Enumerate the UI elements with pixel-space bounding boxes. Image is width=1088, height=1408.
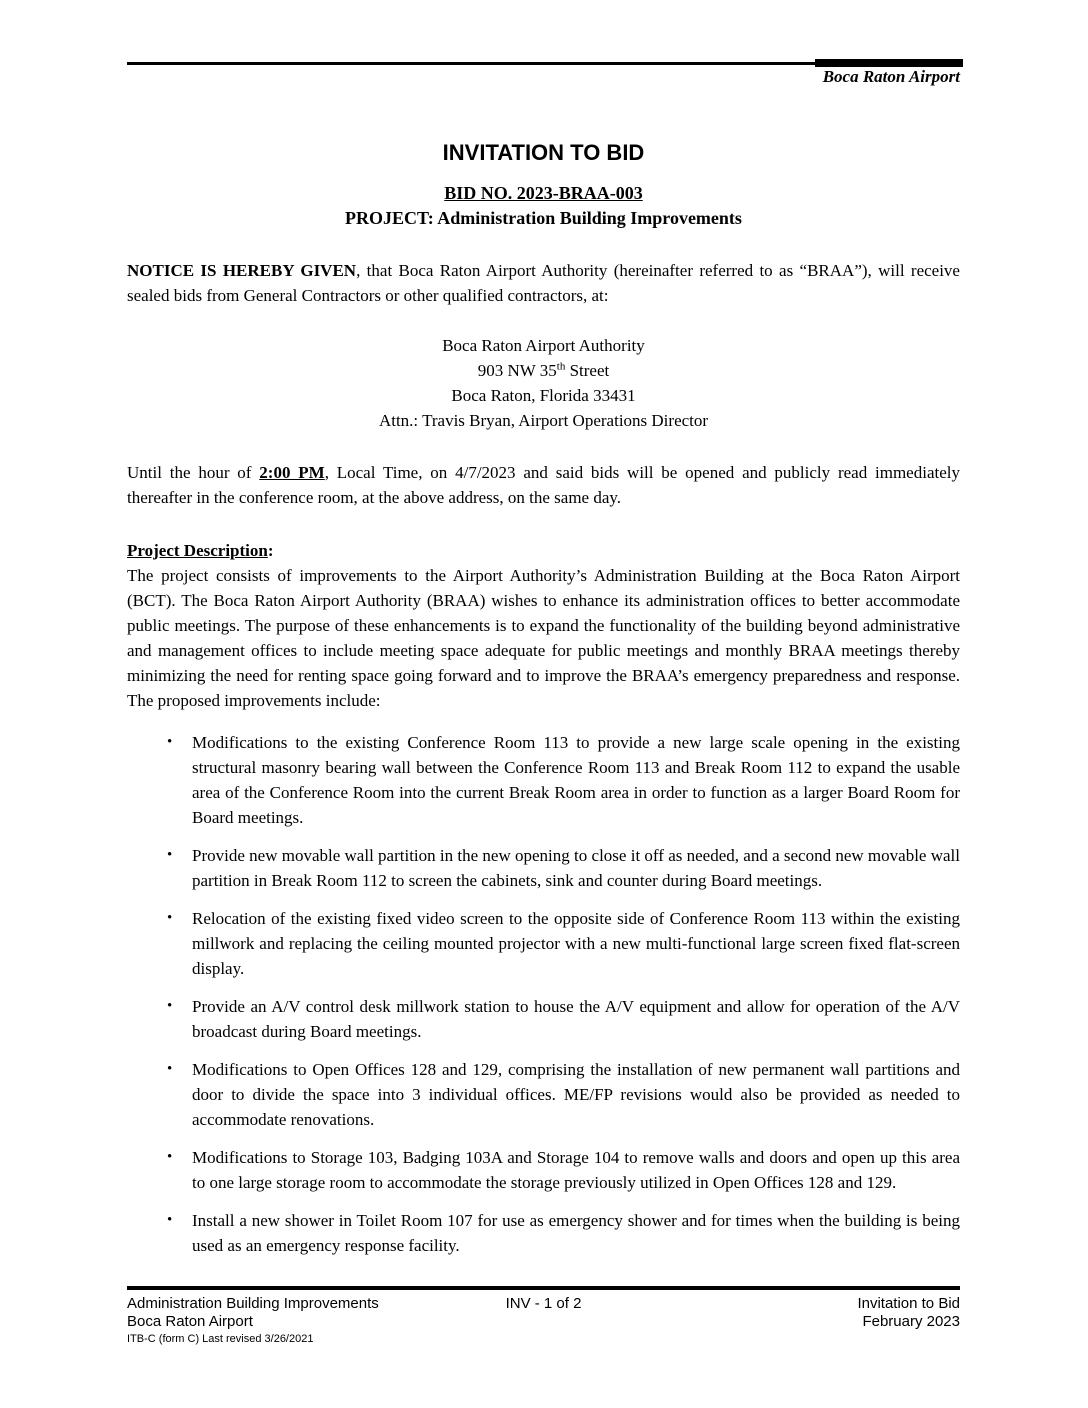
address-city: Boca Raton, Florida 33431 <box>451 386 636 405</box>
footer-date: February 2023 <box>862 1313 960 1330</box>
project-description-heading <box>127 538 960 563</box>
footer-left <box>127 1295 421 1346</box>
deadline-paragraph <box>127 460 960 510</box>
deadline-time: 2:00 PM <box>259 463 325 482</box>
header-logo-bar <box>815 59 963 67</box>
list-item: • Modifications to the existing Conference Room 113 to provide a new large scale opening in the existing structural masonry bearing wall between the Conference Room 113 and Break Room 112 to expand the usable area of the Conference Room into the current Break Room area in order to function as a larger Board Room for Board meetings. <box>165 730 960 830</box>
project-description-heading-colon: : <box>267 541 274 560</box>
page-header <box>127 62 960 87</box>
footer-page-number: INV - 1 of 2 <box>505 1295 582 1312</box>
address-authority: Boca Raton Airport Authority <box>442 336 645 355</box>
list-item: • Install a new shower in Toilet Room 107 for use as emergency shower and for times when the building is being used as an emergency response facility. <box>165 1208 960 1258</box>
document-title: INVITATION TO BID <box>442 140 645 165</box>
title-block <box>127 140 960 229</box>
bid-number: BID NO. 2023-BRAA-003 <box>444 183 643 203</box>
address-street-name: Street <box>565 361 610 380</box>
footer-project-name: Administration Building Improvements <box>127 1295 379 1312</box>
footer-right <box>666 1295 960 1346</box>
address-street <box>127 358 960 383</box>
footer-form-revision: ITB-C (form C) Last revised 3/26/2021 <box>127 1333 314 1345</box>
list-item: • Provide new movable wall partition in the new opening to close it off as needed, and a second new movable wall partition in Break Room 112 to screen the cabinets, sink and counter during Board meetings. <box>165 843 960 893</box>
footer-airport-name: Boca Raton Airport <box>127 1313 253 1330</box>
deadline-before: Until the hour of <box>127 463 260 482</box>
project-description-heading-text: Project Description <box>127 541 268 560</box>
improvements-list <box>165 730 960 1258</box>
list-item: • Relocation of the existing fixed video screen to the opposite side of Conference Room 113 within the existing millwork and replacing the ceiling mounted projector with a new multi-functional large screen fixed flat-screen display. <box>165 906 960 981</box>
deadline-after: , Local Time, on 4/7/2023 and said bids will be opened and publicly read immediately thereafter in the conference room, at the above address, on the same day. <box>127 463 960 507</box>
address-attn: Attn.: Travis Bryan, Airport Operations Director <box>378 411 709 430</box>
project-description-body: The project consists of improvements to the Airport Authority’s Administration Building at the Boca Raton Airport (BCT). The Boca Raton Airport Authority (BRAA) wishes to enhance its administration offices to better accommodate public meetings. The purpose of these enhancements is to expand the functionality of the building beyond administrative and management offices to include meeting space adequate for public meetings and monthly BRAA meetings thereby minimizing the need for renting space going forward and to improve the BRAA’s emergency preparedness and response. The proposed improvements include: <box>127 566 960 710</box>
notice-body: , that Boca Raton Airport Authority (hereinafter referred to as “BRAA”), will receive sealed bids from General Contractors or other qualified contractors, at: <box>127 261 960 305</box>
list-item: • Modifications to Open Offices 128 and 129, comprising the installation of new permanent wall partitions and door to divide the space into 3 individual offices. ME/FP revisions would also be provided as needed to accommodate renovations. <box>165 1057 960 1132</box>
footer-columns <box>127 1295 960 1346</box>
project-title: PROJECT: Administration Building Improvements <box>345 208 742 228</box>
list-item: • Provide an A/V control desk millwork station to house the A/V equipment and allow for operation of the A/V broadcast during Board meetings. <box>165 994 960 1044</box>
address-street-ordinal: th <box>556 360 566 373</box>
address-street-number: 903 NW 35 <box>477 361 557 380</box>
list-item: • Modifications to Storage 103, Badging 103A and Storage 104 to remove walls and doors and open up this area to one large storage room to accommodate the storage previously utilized in Open Offices 128 and 129. <box>165 1145 960 1195</box>
page-footer <box>127 1286 960 1346</box>
document-content <box>127 0 960 1271</box>
airport-logo-text: Boca Raton Airport <box>822 67 960 86</box>
footer-doc-type: Invitation to Bid <box>857 1295 960 1312</box>
footer-rule <box>127 1286 960 1290</box>
address-block <box>127 333 960 433</box>
notice-lead: NOTICE IS HEREBY GIVEN <box>127 261 357 280</box>
notice-paragraph <box>127 258 960 308</box>
